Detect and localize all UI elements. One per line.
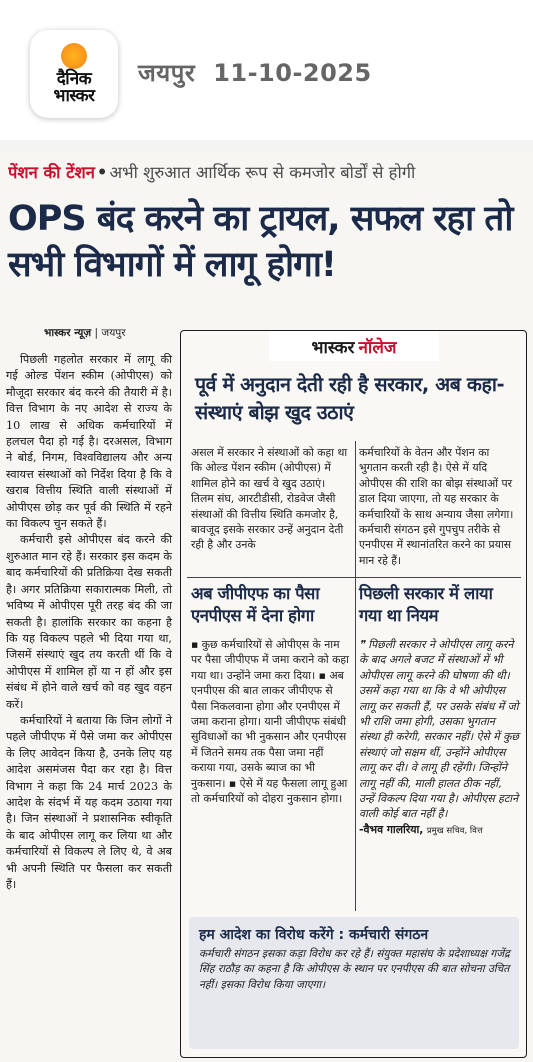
kicker-bullet: • (96, 163, 108, 182)
row-divider (187, 577, 521, 578)
byline (44, 326, 126, 340)
body-paragraph: कर्मचारियों ने बताया कि जिन लोगों ने पहले जीपीएफ में पैसे जमा कर ओपीएस के लिए आवेदन किया है, उनके लिए यह आदेश असमंजस पैदा कर रहा है। वित्त विभाग ने कहा कि 24 मार्च 2023 के आदेश के संदर्भ में यह कदम उठाया गया है। जिन संस्थाओं ने प्रशासनिक स्वीकृति के बाद ओपीएस लागू कर लिया था और कर्मचारियों से विकल्प ले लिए थे, वे अब भी अपनी स्थिति पर फैसला कर सकती हैं। (6, 713, 172, 891)
union-statement-box (189, 917, 519, 1049)
knowledge-col3: ▪ कुछ कर्मचारियों से ओपीएस के नाम पर पैसा जीपीएफ में जमा कराने को कहा गया था। उन्होंने जमा करा दिया। ▪ अब एनपीएस की बात लाकर जीपीएफ से पैसा निकलवाना होगा और एनपीएस में जमा कराना होगा। यानी जीपीएफ संबंधी सुविधाओं का भी नुकसान और एनपीएस में जितने समय तक पैसा जमा नहीं कराया गया, उसके ब्याज का भी नुकसान। ▪ ऐसे में यह फैसला लागू हुआ तो कर्मचारियों को दोहरा नुकसान होगा। (191, 638, 349, 806)
dainik-bhaskar-logo (30, 30, 118, 118)
knowledge-col4 (359, 637, 519, 839)
logo-line2: भास्कर (53, 86, 95, 106)
byline-source: भास्कर न्यूज़ (44, 327, 92, 339)
kicker-text: अभी शुरुआत आर्थिक रूप से कमजोर बोर्डों से होगी (109, 163, 416, 182)
quote-signature-title: प्रमुख सचिव, वित्त (426, 825, 483, 836)
quote-signature: -वैभव गालरिया, (359, 822, 424, 836)
body-paragraph: कर्मचारी इसे ओपीएस बंद करने की शुरुआत मान रहे हैं। सरकार इस कदम के बाद कर्मचारियों की प्रतिक्रिया देख सकती है। अगर प्रतिक्रिया सकारात्मक मिली, तो भविष्य में ओपीएस पूरी तरह बंद की जा सकती है। हालांकि सरकार का कहना है कि यह विकल्प पहले भी दिया गया था, जिसमें संस्थाएं खुद तय करती थीं कि वे ओपीएस में शामिल हों या न हों और इस संबंध में होने वाले खर्च को वह खुद वहन करें। (6, 533, 172, 711)
news-clipping (0, 152, 533, 1062)
subhead-gpf: अब जीपीएफ का पैसा एनपीएस में देना होगा (191, 584, 320, 625)
column-divider (355, 441, 356, 911)
headline: OPS बंद करने का ट्रायल, सफल रहा तो सभी विभागों में लागू होगा! (8, 199, 513, 285)
dateline (138, 56, 372, 89)
body-paragraph: पिछली गहलोत सरकार में लागू की गई ओल्ड पेंशन स्कीम (ओपीएस) को मौजूदा सरकार बंद करने की तैयारी में है। वित्त विभाग के नए आदेश से राज्य के 10 लाख से अधिक कर्मचारियों में हलचल पैदा हो गई है। दरअसल, विभाग ने बोर्ड, निगम, विश्वविद्यालय और अन्य स्वायत्त संस्थाओं को निर्देश दिया है कि वे खराब वित्तीय स्थिति वाली संस्थाओं में ओपीएस छोड़ कर पूर्व की स्थिति में रहने का विकल्प चुन सकते हैं। (6, 353, 172, 531)
byline-city: | जयपुर (94, 327, 126, 339)
logo-line1: दैनिक (56, 69, 92, 89)
header (0, 0, 533, 140)
tag-knowledge: नॉलेज (358, 337, 397, 358)
knowledge-col1: असल में सरकार ने संस्थाओं को कहा था कि ओल्ड पेंशन स्कीम (ओपीएस) में शामिल होने का खर्च वे खुद उठाएं। तिलम संघ, आरटीडीसी, रोडवेज जैसी संस्थाओं की वित्तीय स्थिति कमजोर है, बावजूद इसके सरकार उन्हें अनुदान देती रही है और उनके (191, 446, 348, 552)
knowledge-col2: कर्मचारियों के वेतन और पेंशन का भुगतान करती रही है। ऐसे में यदि ओपीएस की राशि का बोझ संस्थाओं पर डाल दिया जाएगा, तो यह सरकार के कर्मचारियों के साथ अन्याय जैसा लगेगा। कर्मचारी संगठन इसे गुपचुप तरीके से एनपीएस में स्थानांतरित करने का प्रयास मान रहे हैं। (359, 446, 514, 567)
knowledge-headline: पूर्व में अनुदान देती रही है सरकार, अब कहा- संस्थाएं बोझ खुद उठाएं (195, 373, 505, 424)
article-body (6, 352, 172, 893)
date: 11-10-2025 (213, 59, 372, 87)
kicker (8, 160, 528, 188)
kicker-label: पेंशन की टेंशन (8, 163, 95, 182)
quote-text: ❞ पिछली सरकार ने ओपीएस लागू करने के बाद अगले बजट में संस्थाओं में भी ओपीएस लागू करने की घोषणा की थी। उसमें कहा गया था कि वे भी ओपीएस लागू कर सकती हैं, पर उसके संबंध में जो भी राशि जमा होगी, उसका भुगतान संस्था ही करेगी, सरकार नहीं। ऐसे में कुछ संस्थाएं जो सक्षम थीं, उन्होंने ओपीएस लागू कर दी। वे लागू ही रहेंगी। जिन्होंने लागू नहीं की, माली हालत ठीक नहीं, उन्हें विकल्प दिया गया है। ओपीएस हटाने वाली कोई बात नहीं है। (359, 638, 519, 821)
sun-icon (61, 43, 87, 69)
union-statement-head: हम आदेश का विरोध करेंगे : कर्मचारी संगठन (199, 927, 429, 943)
tag-bhaskar: भास्कर (311, 337, 355, 358)
city: जयपुर (138, 59, 196, 87)
bhaskar-knowledge-box (180, 330, 527, 1058)
knowledge-tag (269, 331, 439, 361)
union-statement-body: कर्मचारी संगठन इसका कड़ा विरोध कर रहे हैं। संयुक्त महासंघ के प्रदेशाध्यक्ष गजेंद्र सिंह राठौड़ का कहना है कि ओपीएस के स्थान पर एनपीएस की बात सोचना उचित नहीं। इसका विरोध किया जाएगा। (199, 948, 510, 991)
subhead-previous-govt: पिछली सरकार में लाया गया था नियम (359, 584, 493, 625)
